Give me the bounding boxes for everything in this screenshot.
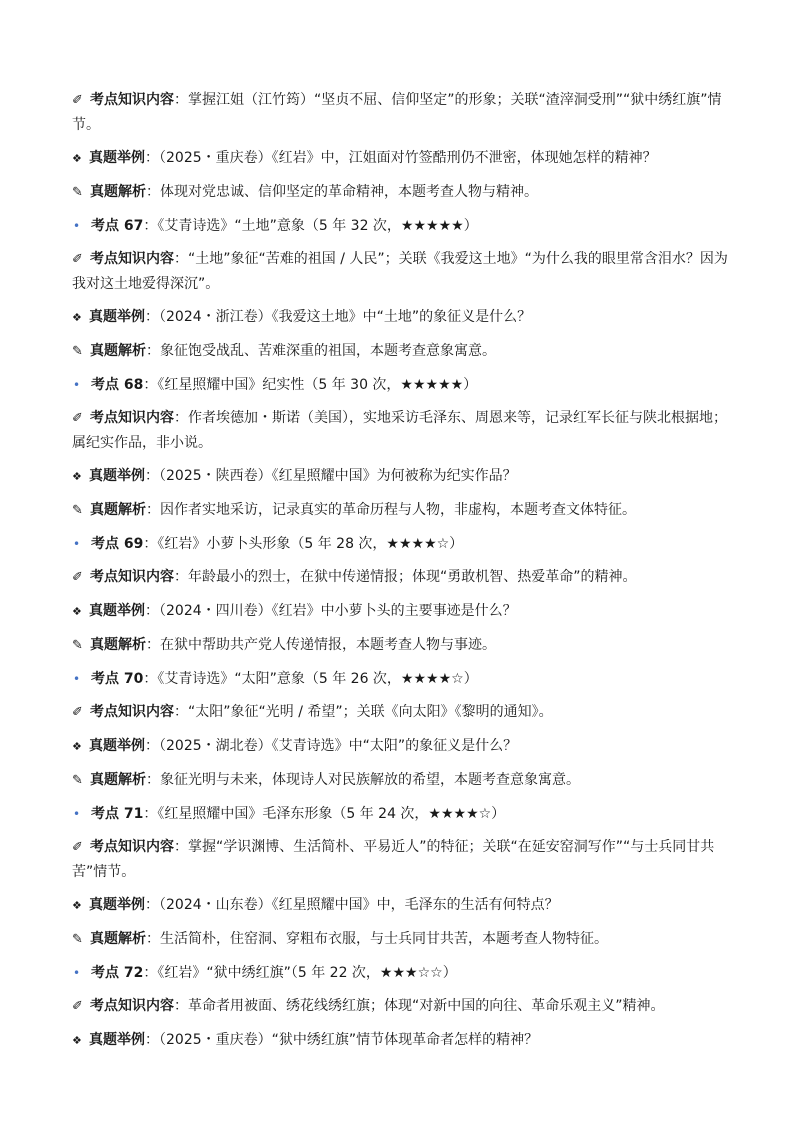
entry-label: 考点知识内容 [90,92,174,108]
entry-text: ：体现对党忠诚、信仰坚定的革命精神，本题考查人物与精神。 [146,184,538,200]
bullet-icon: • [73,219,81,233]
entry-label: 考点 68 [91,377,144,393]
entry-label: 考点 69 [91,536,144,552]
entry-text: ：作者埃德加・斯诺（美国），实地采访毛泽东、周恩来等，记录红军长征与陕北根据地；属纪实作品，非小说。 [72,410,727,451]
entry-text: ：因作者实地采访，记录真实的革命历程与人物，非虚构，本题考查文体特征。 [146,502,636,518]
entry-text: ：（2024・浙江卷）《我爱这土地》中“土地”的象征义是什么？ [145,309,532,325]
entry-text: ：（2025・陕西卷）《红星照耀中国》为何被称为纪实作品？ [145,468,517,484]
pencil-icon: ✐ [72,705,83,720]
knowledge-content-line [72,565,728,590]
pencil-icon: ✐ [72,93,83,108]
entry-label: 考点 67 [91,218,144,234]
pencil-icon: ✐ [72,999,83,1014]
exam-example-line [72,734,728,759]
entry-text: ：生活简朴，住窑洞、穿粗布衣服，与士兵同甘共苦，本题考查人物特征。 [146,931,608,947]
entry-text: ：在狱中帮助共产党人传递情报，本题考查人物与事迹。 [146,637,496,653]
entry-label: 考点知识内容 [90,998,174,1014]
exam-point-heading [72,373,728,397]
entry-text: ：掌握“学识渊博、生活简朴、平易近人”的特征；关联“在延安窑洞写作”“与士兵同甘共苦”情节。 [72,839,715,880]
entry-text: ：掌握江姐（江竹筠）“坚贞不屈、信仰坚定”的形象；关联“渣滓洞受刑”“狱中绣红旗”情节。 [72,92,722,133]
diamond-icon: ❖ [72,470,82,483]
entry-label: 考点知识内容 [90,569,174,585]
pen-icon: ✎ [72,185,83,200]
entry-text: ：象征光明与未来，体现诗人对民族解放的希望，本题考查意象寓意。 [146,772,580,788]
entry-label: 考点知识内容 [90,704,174,720]
exam-example-line [72,146,728,171]
entry-text: ：（2025・湖北卷）《艾青诗选》中“太阳”的象征义是什么？ [145,738,518,754]
exam-analysis-line [72,927,728,952]
bullet-icon: • [73,807,81,821]
entry-text: ：“土地”象征“苦难的祖国 / 人民”；关联《我爱这土地》“为什么我的眼里常含泪水？因为我对这土地爱得深沉”。 [72,251,728,292]
exam-example-line [72,305,728,330]
entry-label: 考点知识内容 [90,251,174,267]
entry-text: ：《艾青诗选》“土地”意象（5 年 32 次，★★★★★） [143,218,478,234]
knowledge-content-line [72,247,728,296]
exam-analysis-line [72,339,728,364]
exam-point-heading [72,214,728,238]
entry-label: 真题举例 [89,150,145,166]
exam-point-heading [72,802,728,826]
entry-text: ：“太阳”象征“光明 / 希望”；关联《向太阳》《黎明的通知》。 [174,704,553,720]
entry-label: 考点 71 [91,806,144,822]
entry-text: ：《红星照耀中国》毛泽东形象（5 年 24 次，★★★★☆） [143,806,506,822]
knowledge-content-line [72,835,728,884]
exam-example-line [72,893,728,918]
entry-label: 真题举例 [89,897,145,913]
entry-text: ：（2025・重庆卷）“狱中绣红旗”情节体现革命者怎样的精神？ [145,1032,539,1048]
pen-icon: ✎ [72,773,83,788]
exam-point-heading [72,532,728,556]
bullet-icon: • [73,672,81,686]
entry-text: ：《红岩》小萝卜头形象（5 年 28 次，★★★★☆） [143,536,464,552]
entry-label: 考点 72 [91,965,144,981]
diamond-icon: ❖ [72,605,82,618]
entry-label: 真题解析 [90,931,146,947]
entry-text: ：《红岩》“狱中绣红旗”（5 年 22 次，★★★☆☆） [143,965,457,981]
pen-icon: ✎ [72,344,83,359]
pen-icon: ✎ [72,503,83,518]
knowledge-content-line [72,406,728,455]
diamond-icon: ❖ [72,1034,82,1047]
diamond-icon: ❖ [72,740,82,753]
pencil-icon: ✐ [72,570,83,585]
entry-label: 真题举例 [89,309,145,325]
entry-text: ：《艾青诗选》“太阳”意象（5 年 26 次，★★★★☆） [143,671,478,687]
exam-example-line [72,599,728,624]
entry-text: ：革命者用被面、绣花线绣红旗；体现“对新中国的向往、革命乐观主义”精神。 [174,998,665,1014]
entry-text: ：（2024・四川卷）《红岩》中小萝卜头的主要事迹是什么？ [145,603,517,619]
exam-analysis-line [72,498,728,523]
entry-text: ：（2025・重庆卷）《红岩》中，江姐面对竹签酷刑仍不泄密，体现她怎样的精神？ [145,150,657,166]
entry-text: ：《红星照耀中国》纪实性（5 年 30 次，★★★★★） [143,377,478,393]
diamond-icon: ❖ [72,899,82,912]
entry-label: 真题解析 [90,343,146,359]
entry-label: 真题解析 [90,502,146,518]
diamond-icon: ❖ [72,152,82,165]
pencil-icon: ✐ [72,411,83,426]
entry-label: 真题举例 [89,468,145,484]
pencil-icon: ✐ [72,252,83,267]
diamond-icon: ❖ [72,311,82,324]
entry-text: ：象征饱受战乱、苦难深重的祖国，本题考查意象寓意。 [146,343,496,359]
exam-analysis-line [72,633,728,658]
pen-icon: ✎ [72,932,83,947]
entry-label: 真题举例 [89,738,145,754]
exam-example-line [72,464,728,489]
entry-label: 真题举例 [89,1032,145,1048]
exam-analysis-line [72,768,728,793]
entry-list [72,88,728,1053]
entry-label: 真题解析 [90,637,146,653]
pen-icon: ✎ [72,638,83,653]
bullet-icon: • [73,537,81,551]
entry-label: 考点知识内容 [90,410,174,426]
entry-label: 考点知识内容 [90,839,174,855]
exam-point-heading [72,667,728,691]
entry-label: 真题解析 [90,184,146,200]
knowledge-content-line [72,700,728,725]
knowledge-content-line [72,88,728,137]
exam-analysis-line [72,180,728,205]
entry-label: 真题举例 [89,603,145,619]
exam-point-heading [72,961,728,985]
pencil-icon: ✐ [72,840,83,855]
entry-label: 真题解析 [90,772,146,788]
knowledge-content-line [72,994,728,1019]
entry-label: 考点 70 [91,671,144,687]
bullet-icon: • [73,966,81,980]
exam-example-line [72,1028,728,1053]
entry-text: ：年龄最小的烈士，在狱中传递情报；体现“勇敢机智、热爱革命”的精神。 [174,569,637,585]
entry-text: ：（2024・山东卷）《红星照耀中国》中，毛泽东的生活有何特点？ [145,897,559,913]
bullet-icon: • [73,378,81,392]
